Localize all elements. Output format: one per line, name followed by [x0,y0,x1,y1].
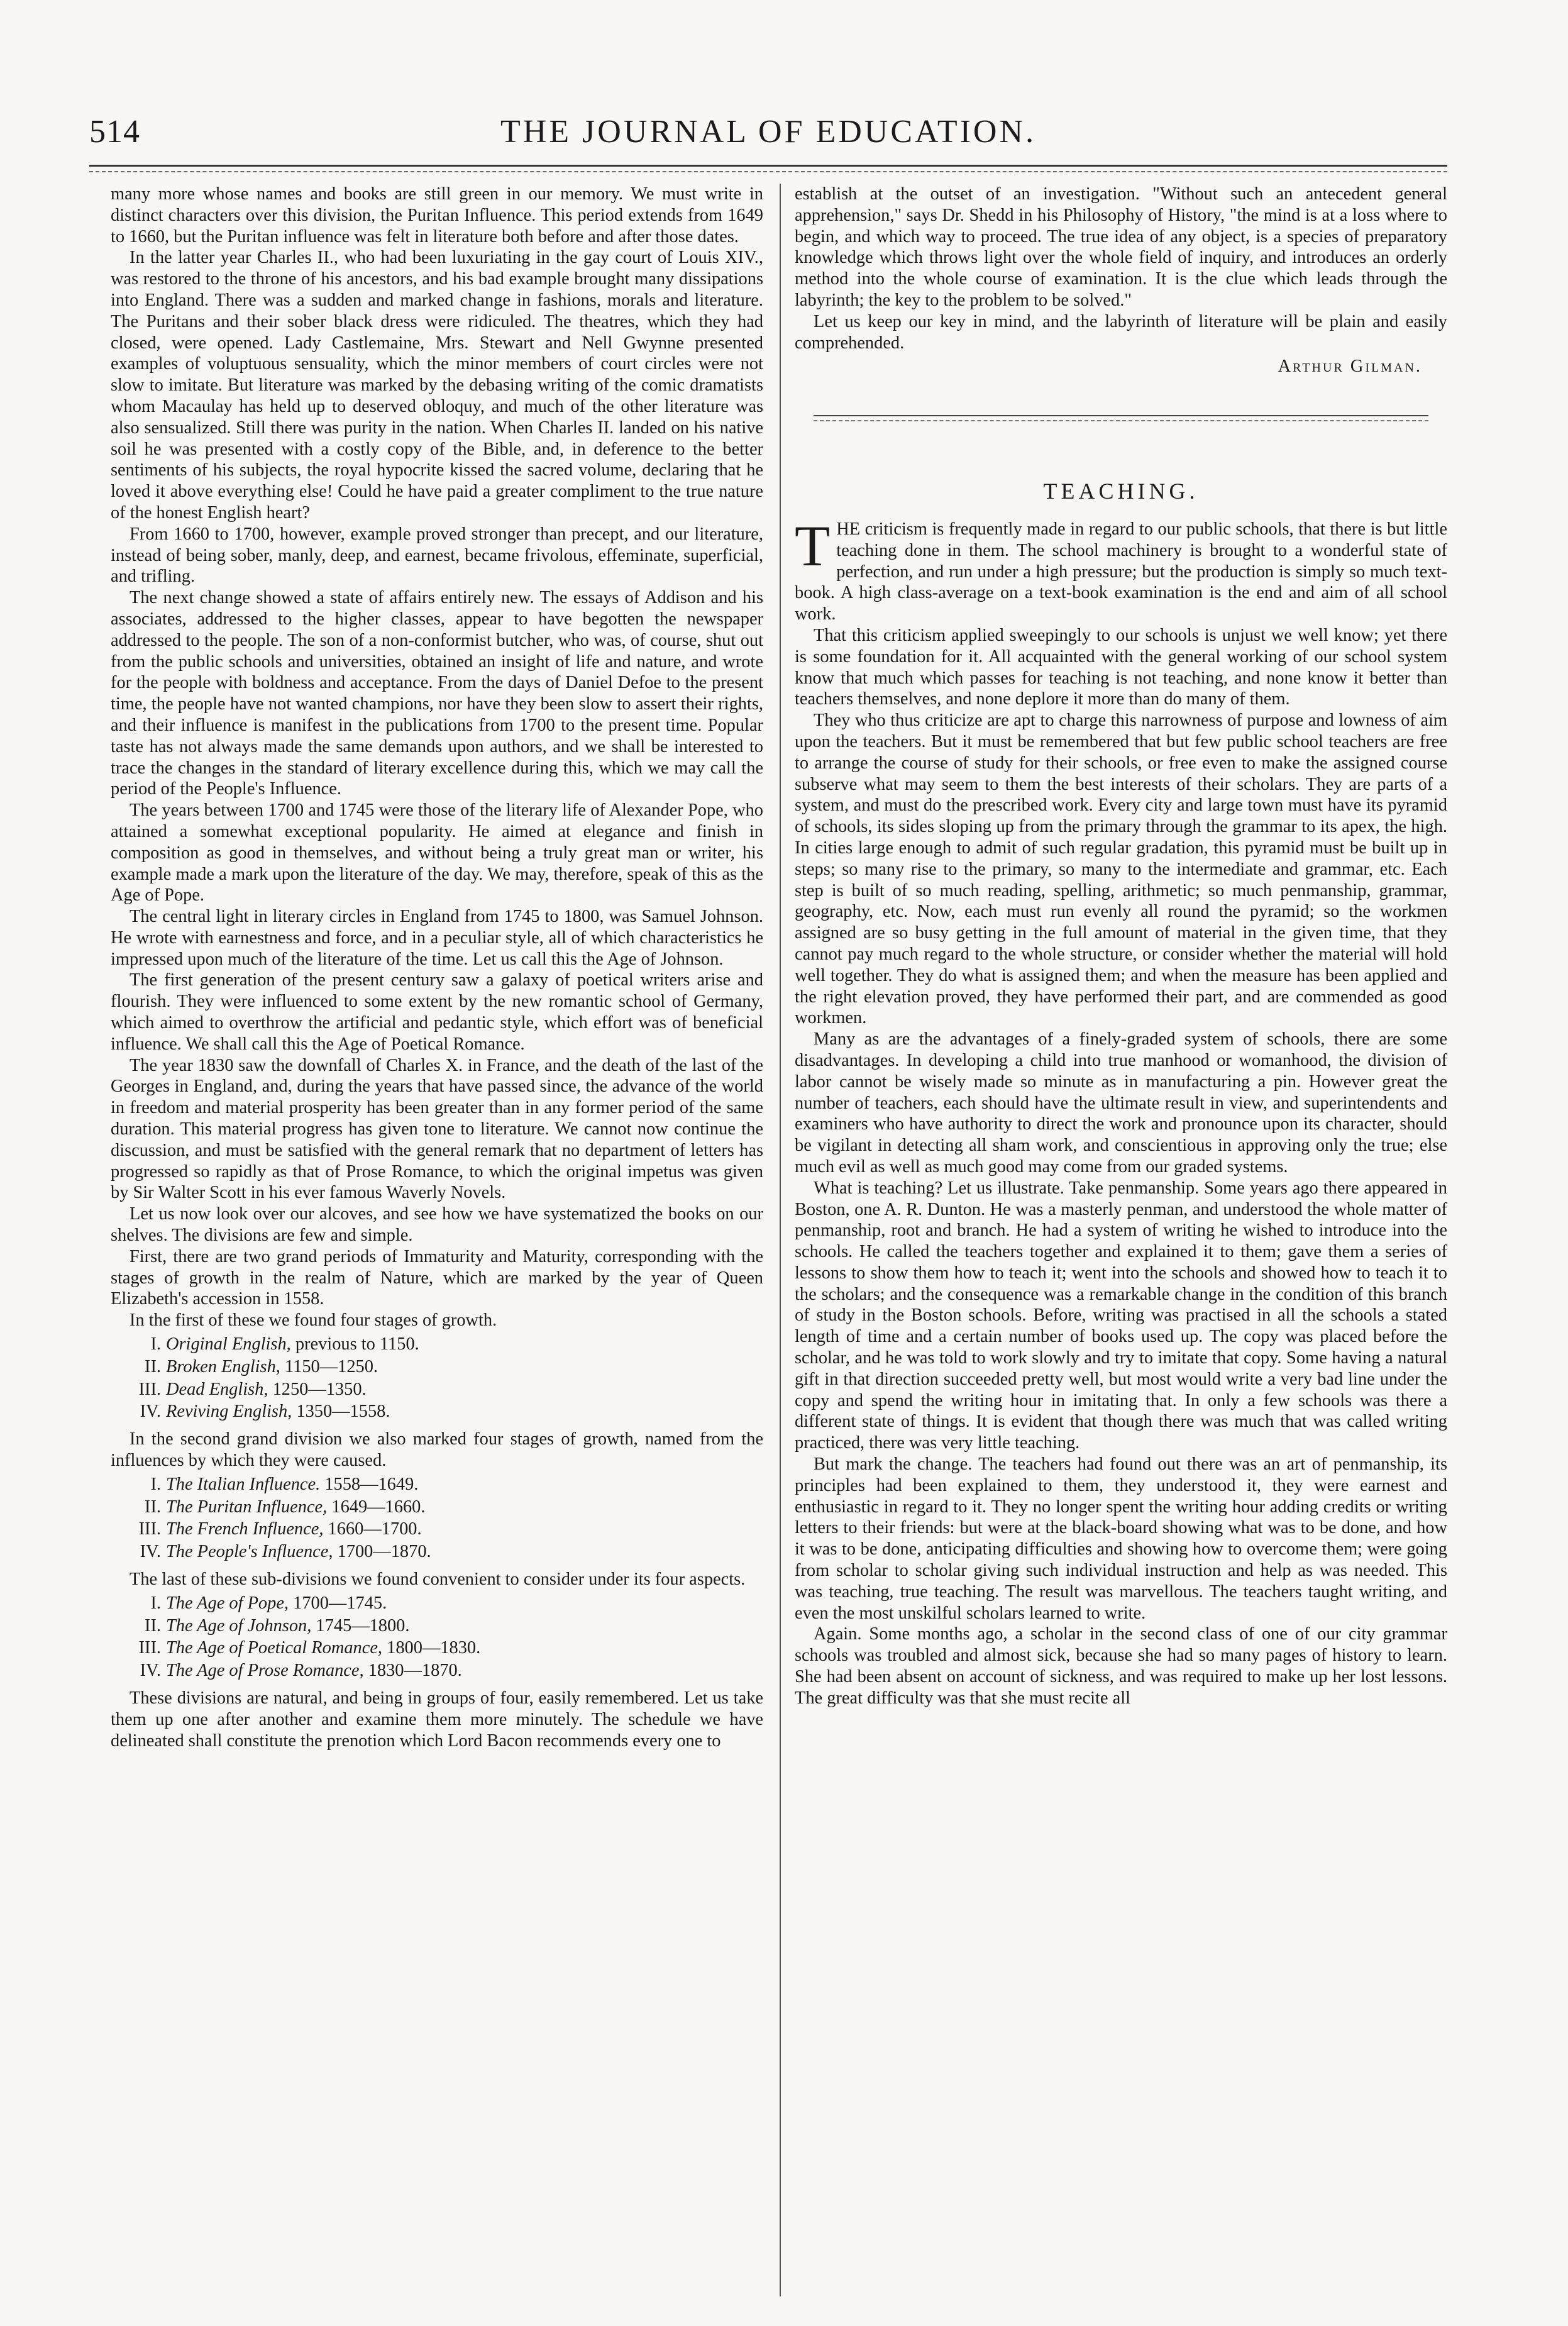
right-column [795,184,1447,2309]
list-number: III. [138,1638,161,1658]
paragraph: The last of these sub-divisions we found convenient to consider under its four aspects. [130,1570,746,1589]
list-work: The Age of Prose Romance, [166,1661,364,1681]
section-title: TEACHING. [1043,479,1199,504]
paragraph: many more whose names and books are still green in our memory. We must write in distinct characters over this division, the Puritan Influence. This period extends from 1649 to 1660, but the Puritan influence was felt in literature both before and after those dates. [111,184,763,246]
paragraph: They who thus criticize are apt to charge this narrowness of purpose and lowness of aim upon the teachers. But it must be remembered that but few public school teachers are free to arrange the course of study for their schools, or free even to make the assigned course subserve what may seem to them the best interests of their scholars. They are parts of a system, and must do the prescribed work. Every city and large town must have its pyramid of schools, its sides sloping up from the primary through the grammar to its apex, the high. In cities large enough to admit of such regular gradation, this pyramid must be built up in steps; so many rise to the primary, so many to the intermediate and grammar, etc. Each step is built of so much reading, spelling, arithmetic; so much penmanship, grammar, geography, etc. Now, each must run evenly all round the pyramid; so the workmen assigned are so busy getting in the full amount of material in the given time, that they cannot pay much regard to the whole structure, or consider whether the material will hold well together. They do what is assigned them; and when the measure has been applied and the right elevation proved, they have performed their part, and are commended as good workmen. [795,711,1447,1028]
list-number: IV. [140,1542,161,1562]
list-item [111,1497,763,1518]
list-item [111,1379,763,1400]
list-years: 1250—1350. [272,1379,367,1399]
list-number: IV. [140,1661,161,1681]
page-header [89,113,1447,163]
list-work: Reviving English, [166,1402,292,1422]
paragraph: But mark the change. The teachers had found out there was an art of penmanship, its principles had been explained to them, they understood it, they were earnest and enthusiastic in regard to it. They no longer spent the writing hour adding credits or writing letters to their friends: but were at the black-board showing what was to be done, and how it was to be done, anticipating difficulties and showing how to overcome them; were going from scholar to scholar giving such individual instruction and help as was needed. This was teaching, true teaching. The result was marvellous. The teachers taught writing, and even the most unskilful scholars learned to write. [795,1454,1447,1623]
paragraph: In the second grand division we also marked four stages of growth, named from the influences by which they were caused. [111,1429,763,1471]
list-item [111,1474,763,1495]
list-item [111,1593,763,1614]
list-work: Broken English, [166,1356,280,1376]
list-number: IV. [140,1402,161,1422]
list-work: The People's Influence, [166,1542,333,1562]
paragraph: In the latter year Charles II., who had been luxuriating in the gay court of Louis XIV., was restored to the throne of his ancestors, and his bad example brought many dissipations into England. There was a sudden and marked change in fashions, morals and literature. The Puritans and their sober black dress were ridiculed. The theatres, which they had closed, were opened. Lady Castlemaine, Mrs. Stewart and Nell Gwynne presented examples of voluptuous sensuality, which the minor members of court circles were not slow to imitate. But literature was marked by the debasing writing of the comic dramatists whom Macaulay has held up to deserved obloquy, and much of the other literature was also sensualized. Still there was purity in the nation. When Charles II. landed on his native soil he was presented with a costly copy of the Bible, and, in deference to the better sentiments of his subjects, the royal hypocrite kissed the sacred volume, declaring that he loved it above everything else! Could he have paid a greater compliment to the true nature of the honest English heart? [111,248,763,523]
list-years: 1745—1800. [316,1615,410,1636]
list-work: The Puritan Influence, [166,1497,328,1517]
list-years: 1350—1558. [296,1402,390,1422]
paragraph: That this criticism applied sweepingly to our schools is unjust we well know; yet there is some foundation for it. All acquainted with the general working of our school system know that much which passes for teaching is not teaching, and none know it better than teachers themselves, and none deplore it more than do many of them. [795,625,1447,709]
left-column [111,184,763,2309]
list-item [111,1401,763,1422]
list-item [111,1519,763,1540]
list-years: 1700—1870. [337,1542,431,1562]
list-years: 1558—1649. [324,1474,419,1494]
list-work: The Age of Johnson, [166,1615,312,1636]
list-number: I. [150,1593,161,1613]
paragraph: In the first of these we found four stages of growth. [130,1310,497,1331]
paragraph: The years between 1700 and 1745 were those of the literary life of Alexander Pope, who attained a somewhat exceptional popularity. He aimed at elegance and finish in composition as good in themselves, and without being a truly great man or writer, his example made a mark upon the literature of the day. We may, therefore, speak of this as the Age of Pope. [111,800,763,905]
paragraph: Again. Some months ago, a scholar in the second class of one of our city grammar schools was troubled and almost sick, because she had so many pages of history to learn. She had been absent on account of sickness, and was required to make up her lost lessons. The great difficulty was that she must recite all [795,1624,1447,1708]
paragraph: The central light in literary circles in England from 1745 to 1800, was Samuel Johnson. He wrote with earnestness and force, and in a peculiar style, all of which characteristics he impressed upon much of the literature of the time. Let us call this the Age of Johnson. [111,907,763,969]
list-years: 1700—1745. [293,1593,387,1613]
paragraph: What is teaching? Let us illustrate. Take penmanship. Some years ago there appeared in Boston, one A. R. Dunton. He was a masterly penman, and understood the whole matter of penmanship, root and branch. He had a system of writing he wished to introduce into the schools. He called the teachers together and explained it to them; gave them a series of lessons to show them how to teach it; went into the schools and showed how to teach it to the scholars; and the consequence was a remarkable change in the condition of this branch of study in the Boston schools. Before, writing was practised in all the schools a stated length of time and a certain number of books used up. The copy was placed before the scholar, and he was told to work slowly and try to imitate that copy. Some having a natural gift in that direction succeeded pretty well, but most would write a very bad line under the copy and spend the writing hour in imitating that. In only a few schools was there a different state of things. It is evident that though there was much that was called writing practiced, there was very little teaching. [795,1178,1447,1453]
paragraph: Let us now look over our alcoves, and see how we have systematized the books on our shelves. The divisions are few and simple. [111,1204,763,1246]
list-item [111,1541,763,1563]
list-item [111,1637,763,1659]
list-years: 1830—1870. [368,1661,462,1681]
list-item [111,1615,763,1637]
list-years: 1150—1250. [285,1356,378,1376]
list-number: II. [144,1497,161,1517]
paragraph: The year 1830 saw the downfall of Charles X. in France, and the death of the last of the Georges in England, and, during the years that have passed since, the advance of the world in freedom and material prosperity has been greater than in any former period of the same duration. This material progress has given tone to literature. We cannot now continue the discussion, and must be satisfied with the general remark that no department of letters has progressed so rapidly as that of Prose Romance, to which the original impetus was given by Sir Walter Scott in his ever famous Waverly Novels. [111,1055,763,1203]
stages-list-immaturity [111,1334,763,1422]
list-number: II. [144,1615,161,1636]
list-years: 1660—1700. [328,1519,422,1539]
stages-list-maturity [111,1474,763,1563]
paragraph: First, there are two grand periods of Immaturity and Maturity, corresponding with the stages of growth in the realm of Nature, which are marked by the year of Queen Elizabeth's accession in 1558. [111,1246,763,1309]
journal-title: THE JOURNAL OF EDUCATION. [500,114,1037,150]
list-work: The Age of Pope, [166,1593,289,1613]
list-work: Original English, [166,1334,291,1354]
paragraph: The first generation of the present century saw a galaxy of poetical writers arise and flourish. They were influenced to some extent by the new romantic school of Germany, which aimed to overthrow the artificial and pedantic style, which effort was of beneficial influence. We shall call this the Age of Poetical Romance. [111,970,763,1054]
list-number: III. [138,1519,161,1539]
list-number: III. [138,1379,161,1399]
paragraph: The next change showed a state of affairs entirely new. The essays of Addison and his associates, addressed to the higher classes, appear to have begotten the newspaper addressed to the people. The son of a non-conformist butcher, who was, of course, shut out from the public schools and universities, obtained an insight of life and nature, and wrote for the people with boldness and acceptance. From the days of Daniel Defoe to the present time, the people have not wanted champions, nor have they been slow to assert their rights, and their influence is manifest in the publications from 1700 to the present time. Popular taste has not always made the same demands upon authors, and we shall be interested to trace the changes in the standard of literary excellence during this, which we may call the period of the People's Influence. [111,588,763,799]
paragraph: Many as are the advantages of a finely-graded system of schools, there are some disadvantages. In developing a child into true manhood or womanhood, the division of labor cannot be wisely made so minute as in manufacturing a pin. However great the number of teachers, each should have the ultimate result in view, and superintendents and examiners who have authority to direct the work and pronounce upon its character, should be vigilant in detecting all sham work, and conscientious in approving only the true; else much evil as well as much good may come from our graded systems. [795,1029,1447,1177]
paragraph: These divisions are natural, and being in groups of four, easily remembered. Let us take them up one after another and examine them more minutely. The schedule we have delineated shall constitute the prenotion which Lord Bacon recommends every one to [111,1688,763,1751]
author-signature: Arthur Gilman. [1278,357,1422,377]
page-number: 514 [89,114,140,150]
opening-text: HE criticism is frequently made in regard to our public schools, that there is but little teaching done in them. The school machinery is brought to a wonderful state of perfection, and run under a high pressure; but the production is simply so much text-book. A high class-average on a text-book examination is the end and aim of all school work. [795,519,1447,624]
paragraph: Let us keep our key in mind, and the labyrinth of literature will be plain and easily comprehended. [795,311,1447,353]
list-work: The French Influence, [166,1519,324,1539]
paragraph: From 1660 to 1700, however, example proved stronger than precept, and our literature, instead of being sober, manly, deep, and earnest, became frivolous, effeminate, superficial, and trifling. [111,524,763,587]
list-item [111,1334,763,1355]
header-rule [89,165,1447,167]
list-number: I. [150,1334,161,1354]
list-item [111,1356,763,1378]
list-years: 1649—1660. [331,1497,426,1517]
list-number: I. [150,1474,161,1494]
list-years: previous to 1150. [295,1334,419,1354]
opening-paragraph [795,514,1447,625]
stages-list-people [111,1593,763,1681]
list-work: The Age of Poetical Romance, [166,1638,383,1658]
section-rule [814,415,1428,416]
header-rule-dashed [89,171,1447,172]
drop-cap: T [795,514,831,578]
paragraph: establish at the outset of an investigation. "Without such an antecedent general apprehension," says Dr. Shedd in his Philosophy of History, "the mind is at a loss where to begin, and which way to proceed. The true idea of any object, is a species of preparatory knowledge which throws light over the whole field of inquiry, and introduces an orderly method into the whole course of examination. It is the clue which leads through the labyrinth; the key to the problem to be solved." [795,184,1447,310]
section-rule-dashed [814,420,1428,421]
column-divider [780,184,781,2296]
list-work: Dead English, [166,1379,268,1399]
list-work: The Italian Influence. [166,1474,321,1494]
list-number: II. [144,1356,161,1376]
list-years: 1800—1830. [387,1638,481,1658]
list-item [111,1660,763,1681]
